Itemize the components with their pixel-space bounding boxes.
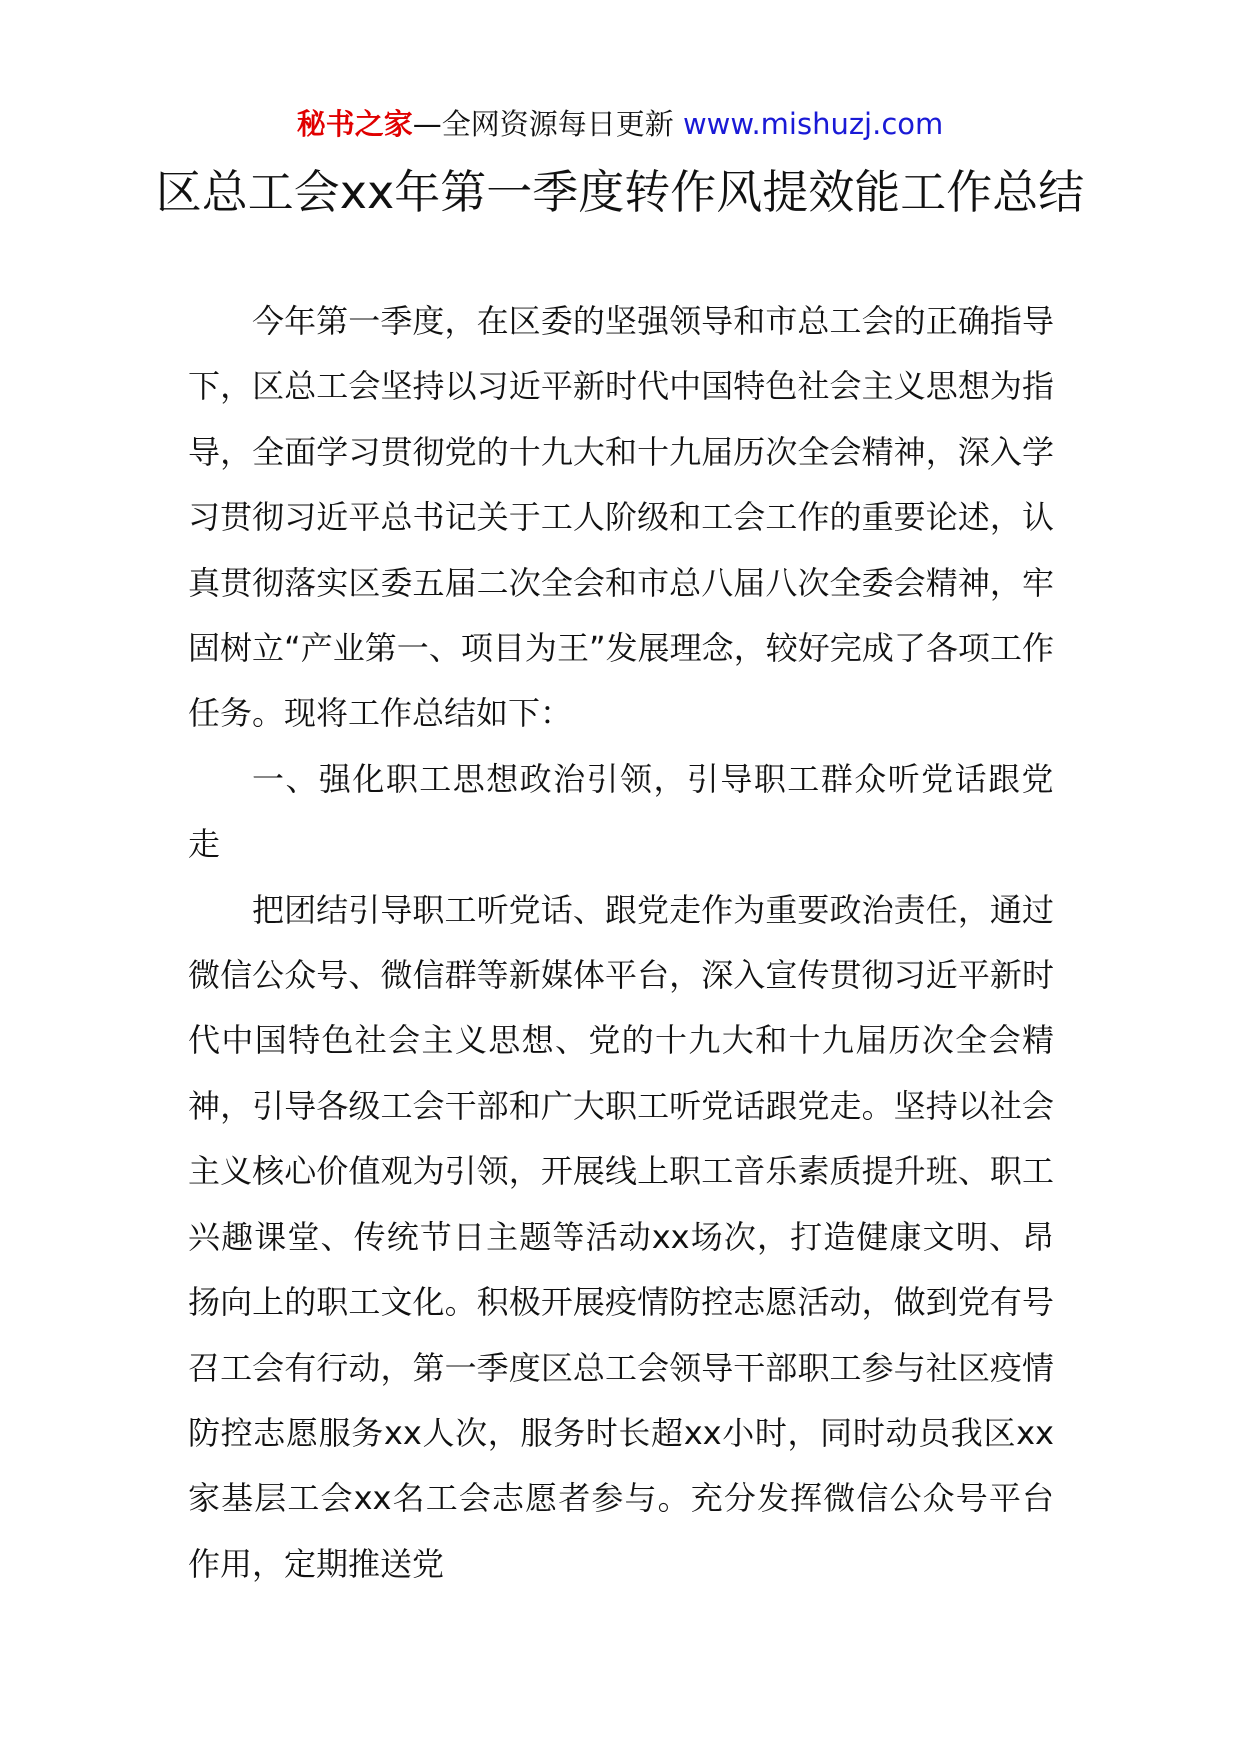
banner-slogan: —全网资源每日更新 — [412, 107, 674, 141]
site-banner — [0, 104, 1240, 144]
brand-name: 秘书之家 — [296, 107, 413, 141]
section-heading: 一、强化职工思想政治引领，引导职工群众听党话跟党走 — [188, 759, 1054, 864]
intro-paragraph: 今年第一季度，在区委的坚强领导和市总工会的正确指导下，区总工会坚持以习近平新时代中国特色社会主义思想为指导，全面学习贯彻党的十九大和十九届历次全会精神，深入学习贯彻习近平总书记关于工人阶级和工会工作的重要论述，认真贯彻落实区委五届二次全会和市总八届八次全委会精神，牢固树立“产业第一、项目为王”发展理念，较好完成了各项工作任务。现将工作总结如下： — [188, 302, 1054, 733]
document-body — [188, 289, 1054, 1597]
site-url-link[interactable]: www.mishuzj.com — [682, 107, 944, 141]
document-title: 区总工会xx年第一季度转作风提效能工作总结 — [155, 165, 1085, 219]
section-paragraph: 把团结引导职工听党话、跟党走作为重要政治责任，通过微信公众号、微信群等新媒体平台，深入宣传贯彻习近平新时代中国特色社会主义思想、党的十九大和十九届历次全会精神，引导各级工会干部和广大职工听党话跟党走。坚持以社会主义核心价值观为引领，开展线上职工音乐素质提升班、职工兴趣课堂、传统节日主题等活动xx场次，打造健康文明、昂扬向上的职工文化。积极开展疫情防控志愿活动，做到党有号召工会有行动，第一季度区总工会领导干部职工参与社区疫情防控志愿服务xx人次，服务时长超xx小时，同时动员我区xx家基层工会xx名工会志愿者参与。充分发挥微信公众号平台作用，定期推送党 — [188, 890, 1054, 1583]
